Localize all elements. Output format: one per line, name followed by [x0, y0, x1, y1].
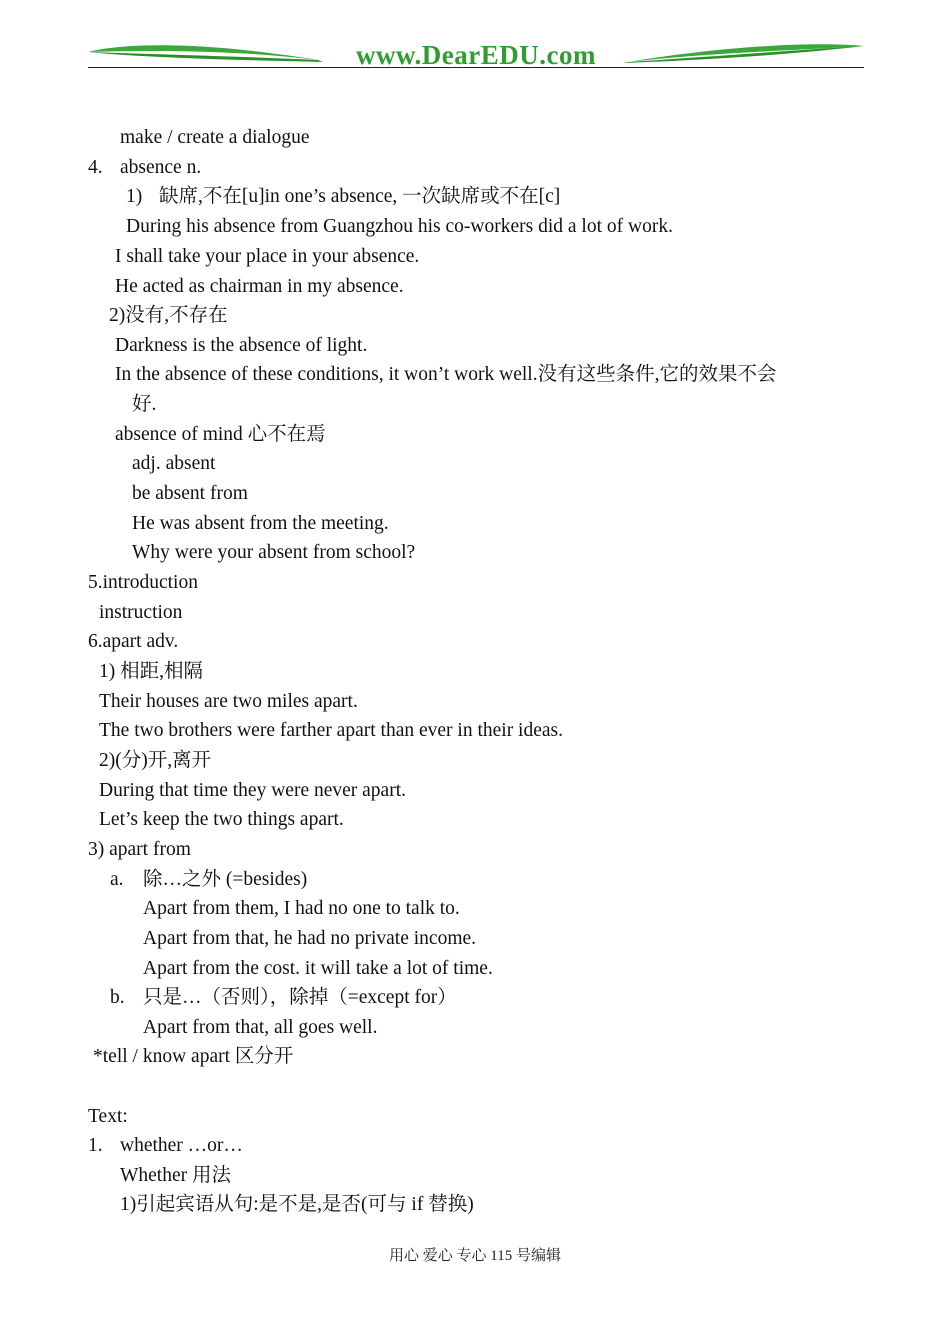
site-header-banner — [88, 38, 864, 70]
text-line: 好. — [132, 394, 157, 415]
text-line: 2)(分)开,离开 — [99, 750, 212, 771]
text-line: 6.apart adv. — [88, 631, 179, 652]
text-line: In the absence of these conditions, it won’t work well.没有这些条件,它的效果不会 — [115, 364, 777, 385]
text-line: make / create a dialogue — [120, 127, 310, 148]
text-line: Whether 用法 — [120, 1165, 232, 1186]
text-line: Their houses are two miles apart. — [99, 691, 358, 712]
page-footer: 用心 爱心 专心 115 号编辑 — [389, 1248, 561, 1264]
text-line: instruction — [99, 602, 183, 623]
text-line: 只是…（否则），除掉（=except for） — [143, 987, 457, 1008]
text-line: I shall take your place in your absence. — [115, 246, 420, 267]
text-line: Apart from the cost. it will take a lot of time. — [143, 958, 493, 979]
list-number: 1. — [88, 1135, 103, 1156]
section-heading: Text: — [88, 1106, 128, 1127]
text-line: 除…之外 (=besides) — [143, 869, 308, 890]
text-line: Let’s keep the two things apart. — [99, 809, 344, 830]
text-line: During his absence from Guangzhou his co-workers did a lot of work. — [126, 216, 673, 237]
text-line: Apart from them, I had no one to talk to. — [143, 898, 460, 919]
text-line: 1)引起宾语从句:是不是,是否(可与 if 替换) — [120, 1194, 474, 1215]
text-line: He acted as chairman in my absence. — [115, 276, 404, 297]
text-line: whether …or… — [120, 1135, 243, 1156]
text-line: 2)没有,不存在 — [109, 305, 228, 326]
text-line: absence n. — [120, 157, 202, 178]
text-line: *tell / know apart 区分开 — [93, 1046, 294, 1067]
list-number: 1) — [126, 186, 143, 207]
text-line: absence of mind 心不在焉 — [115, 424, 326, 445]
text-line: During that time they were never apart. — [99, 780, 407, 801]
site-title: www.DearEDU.com — [356, 40, 596, 70]
text-line: Darkness is the absence of light. — [115, 335, 368, 356]
text-line: 缺席,不在[u]in one’s absence, 一次缺席或不在[c] — [159, 186, 561, 207]
text-line: 5.introduction — [88, 572, 198, 593]
text-line: 3) apart from — [88, 839, 191, 860]
text-line: Apart from that, he had no private income. — [143, 928, 477, 949]
text-line: Apart from that, all goes well. — [143, 1017, 378, 1038]
list-number: 4. — [88, 157, 103, 178]
header-divider — [88, 67, 864, 68]
text-line: Why were your absent from school? — [132, 542, 416, 563]
list-letter: b. — [110, 987, 125, 1008]
text-line: The two brothers were farther apart than ever in their ideas. — [99, 720, 564, 741]
text-line: be absent from — [132, 483, 248, 504]
list-letter: a. — [110, 869, 124, 890]
text-line: adj. absent — [132, 453, 216, 474]
text-line: He was absent from the meeting. — [132, 513, 389, 534]
text-line: 1) 相距,相隔 — [99, 661, 203, 682]
